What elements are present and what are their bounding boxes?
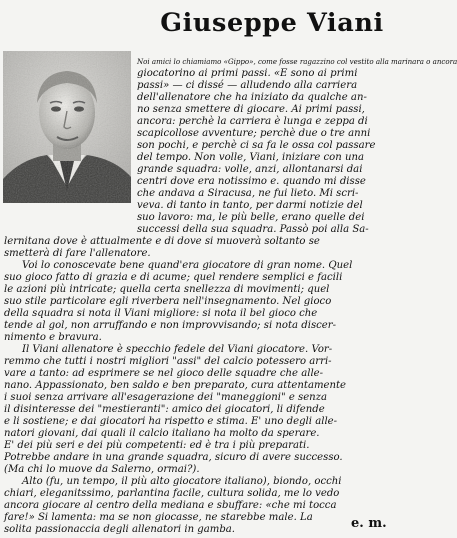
article-line: passi» — ci dissé — alludendo alla carriera [137,80,358,91]
portrait-photo [3,51,131,203]
article-line: no senza smettere di giocare. Ai primi passi, [137,104,365,115]
article-line: suo gioco fatto di grazia e di acume; quel rendere semplici e facili [4,272,343,283]
article-line: E' dei più seri e dei più competenti: ed è tra i più preparati. [4,440,310,451]
article-line: ancora: perchè la carriera è lunga e zeppa di [137,116,368,127]
article-line: fare!» Si lamenta: ma se non giocasse, ne starebbe male. La [4,512,313,523]
article-line: dell'allenatore che ha iniziato da qualche an- [137,92,367,103]
article-line: suo stile particolare egli riverbera nell'insegnamento. Nel gioco [4,296,332,307]
article-line: della squadra si nota il Viani migliore: si nota il bel gioco che [4,308,318,319]
article-line: le azioni più intricate; quella certa snellezza di movimenti; quel [4,284,330,295]
article-line: Voi lo conoscevate bene quand'era giocatore di gran nome. Quel [22,260,353,271]
article-line: (Ma chi lo muove da Salerno, ormai?). [4,464,200,475]
article-line: scapicollose avventure; perchè due o tre anni [137,128,371,139]
article-line: tende al gol, non arruffando e non improvvisando; si nota discer- [4,320,337,331]
article-line: Il Viani allenatore è specchio fedele del Viani giocatore. Vor- [22,344,333,355]
article-line: ancora giocare al centro della mediana e sbuffare: «che mi tocca [4,500,337,511]
article-line: Noi amici lo chiamiamo «Gippo», come fosse ragazzino col vestito alla marinara o ancora [137,57,457,66]
article-line: suo lavoro: ma, le più belle, erano quelle dei [137,212,365,223]
article-line: Potrebbe andare in una grande squadra, sicuro di avere successo. [4,452,343,463]
article-line: vare a tanto: ad esprimere se nel gioco delle squadre che alle- [4,368,324,379]
article-line: che andava a Siracusa, ne fui lieto. Mi scri- [137,188,359,199]
article-title: Giuseppe Viani [160,8,384,38]
article-line: solita passionaccia degli allenatori in gamba. [4,524,236,535]
article-line: Alto (fu, un tempo, il più alto giocatore italiano), biondo, occhi [22,476,342,487]
article-line: nimento e bravura. [4,332,102,343]
article-line: giocatorino ai primi passi. «E sono ai primi [137,68,358,79]
author-initials: e. m. [351,516,387,531]
article-line: chiari, eleganitssimo, parlantina facile, cultura solida, me lo vedo [4,488,340,499]
article-line: nano. Appassionato, ben saldo e ben preparato, cura attentamente [4,380,347,391]
article-line: successi della sua squadra. Passò poi alla Sa- [137,224,369,235]
article-line: il disinteresse dei "mestieranti": amico dei giocatori, li difende [4,404,325,415]
article-line: centri dove era notissimo e. quando mi disse [137,176,366,187]
article-line: son pochi, e perchè ci sa fa le ossa col passare [137,140,376,151]
article-line: i suoi senza arrivare all'esagerazione dei "maneggioni" e senza [4,392,328,403]
article-line: remmo che tutti i nostri migliori "assi" del calcio potessero arri- [4,356,332,367]
article-line: grande squadra: volle, anzi, allontanarsi dai [137,164,363,175]
article-line: natori giovani, dai quali il calcio italiano ha molto da sperare. [4,428,320,439]
portrait-photo-icon [3,51,131,203]
article-line: smetterà di fare l'allenatore. [4,248,151,259]
article-line: lernitana dove è attualmente e di dove si muoverà soltanto se [4,236,320,247]
article-line: del tempo. Non volle, Viani, iniziare con una [137,152,364,163]
article-line: veva. di tanto in tanto, per darmi notizie del [137,200,363,211]
article-line: e li sostiene; e dai giocatori ha rispetto e stima. E' uno degli alle- [4,416,338,427]
